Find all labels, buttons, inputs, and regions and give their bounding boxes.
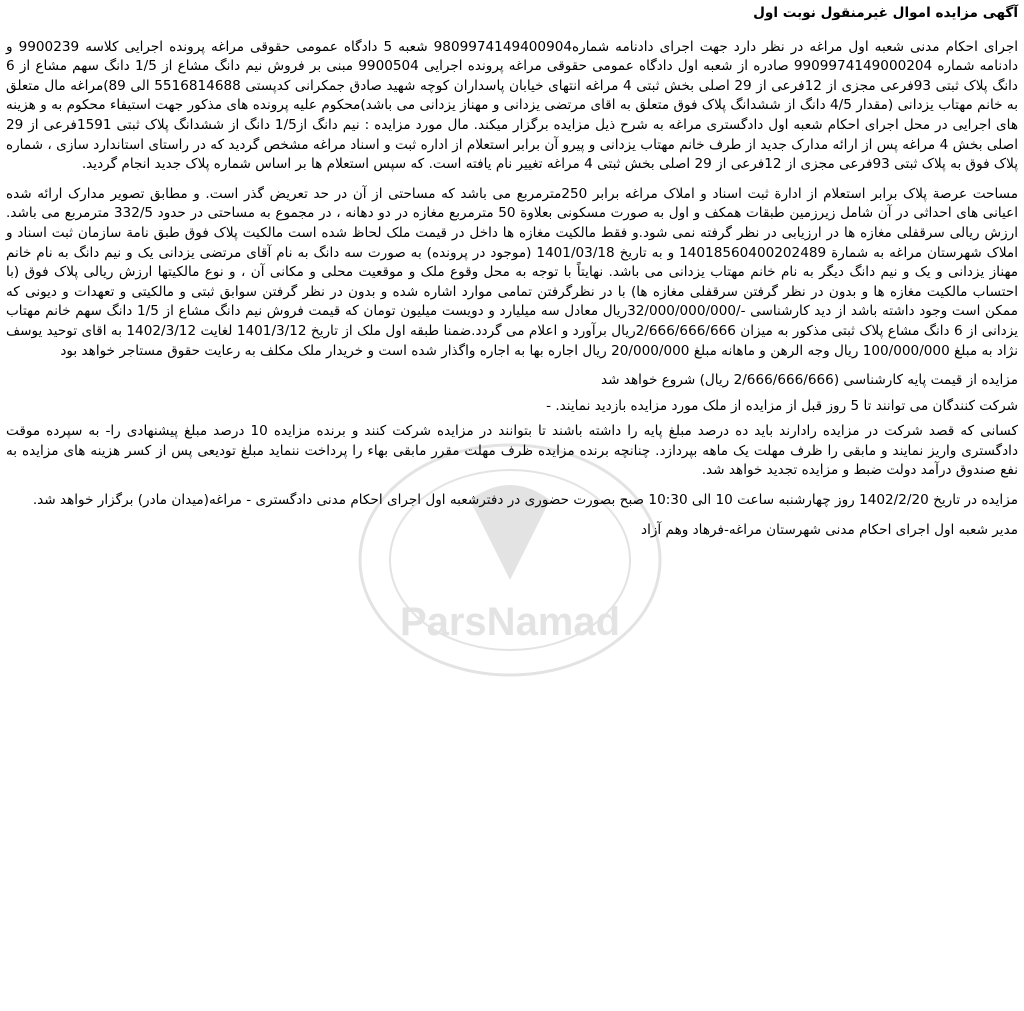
notice-paragraph-property-valuation: مساحت عرصة پلاک برابر استعلام از ادارة ثبت اسناد و املاک مراغه برابر 250مترمربع می باشد که مساحتی از آن در حد تعریض گذر است. و مطابق تصویر مدارک ارائه شده اعیانی های احداثی در آن شامل زیرزمین طبقات همکف و اول به صورت مسکونی بعلاوة 50 مترمربع مغازه در دو دهانه ، در مجموع به مساحتی در حدود 332/5 مترمربع می باشد. ارزش ریالی سرقفلی مغازه ها در ارزیابی در نظر گرفته نمی شود.و فقط مالکیت مغازه ها داخل در قیمت ملک لحاظ شده است مالکیت پلاک فوق طبق نامة سازمان ثبت اسناد و املاک شهرستان مراغه به شمارة 14018560400202489 و به تاریخ 1401/03/18 (موجود در پرونده) به صورت سه دانگ به نام آقای مرتضی یزدانی یک و نیم دانگ به نام خانم مهناز یزدانی و یک و نیم دانگ دیگر به نام خانم مهتاب یزدانی می باشد. نهایتاً با توجه به محل وقوع ملک و موقعیت محلی و مکانی آن ، و نوع مالکیتها ارزش ریالی پلاک فوق (با احتساب مالکیت مغازه ها و بدون در نظر گرفتن سرقفلی مغازه ها) با در نظرگرفتن تمامی موارد اشاره شده و بدون در نظر گرفتن سوابق ثبتی و مالکیتی و تعهدات و دیونی که ممکن است وجود داشته باشد از دید کارشناسی -/32/000/000/000ریال معادل سه میلیارد و دویست میلیون تومان که قیمت فروش نیم دانگ مشاع از 1/5 دانگ سهم خانم مهتاب یزدانی از 6 دانگ مشاع پلاک ثبتی مذکور به میزان 2/666/666/666ریال برآورد و اعلام می گردد.ضمنا طبقه اول ملک از تاریخ 1401/3/12 لغایت 1402/3/12 به اقای توحید یوسف نژاد به مبلغ 100/000/000 ریال وجه الرهن و ماهانه مبلغ 20/000/000 ریال اجاره بها به اجاره واگذار شده است و خریدار ملک مکلف به رعایت حقوق مستاجر خواهد بود — [6, 185, 1019, 359]
svg-text:ParsNamad: ParsNamad — [399, 600, 621, 644]
notice-paragraph-deposit-terms: کسانی که قصد شرکت در مزایده رادارند باید ده درصد مبلغ پایه را داشته باشند تا بتوانند در مزایده شرکت کنند و برنده مزایده 10 درصد مبلغ پیشنهادی را- به سپرده موقت دادگستری واریز نمایند و مابقی را ظرف مهلت یک ماهه بپردازد. چنانچه برنده مزایده ظرف مهلت مقرر مابقی بهاء را پرداخت ننماید مبلغ تودیعی پس از کسر هزینه های مزایده به نفع صندوق درآمد دولت ضبط و مزایده تجدید خواهد شد. — [6, 423, 1018, 479]
notice-paragraph-auction-date: مزایده در تاریخ 1402/2/20 روز چهارشنبه ساعت 10 الی 10:30 صبح بصورت حضوری در دفترشعبه اول اجرای احکام مدنی دادگستری - مراغه(میدان مادر) برگزار خواهد شد. — [32, 492, 1018, 509]
auction-notice — [6, 4, 1018, 546]
notice-signature: مدیر شعبه اول اجرای احکام مدنی شهرستان مراغه-فرهاد وهم آزاد — [641, 521, 1018, 538]
notice-paragraph-inspection: شرکت کنندگان می توانند تا 5 روز قبل از مزایده از ملک مورد مزایده بازدید نمایند. - — [546, 397, 1018, 414]
notice-paragraph-case-details: اجرای احکام مدنی شعبه اول مراغه در نظر دارد جهت اجرای دادنامه شماره9809974149400904 شعبه 5 دادگاه عمومی حقوقی مراغه پرونده اجرایی کلاسه 9900239 و دادنامه شماره 9909974149000204 صادره از شعبه اول دادگاه عمومی حقوقی مراغه پرونده اجرایی 9900504 مبنی بر فروش نیم دانگ مشاع از 1/5 دانگ سهم مشاع از 6 دانگ پلاک ثبتی 93فرعی مجزی از 12فرعی از 29 اصلی بخش ثبتی 4 مراغه انتهای خیابان پاسداران کوچه شهید صادق جمکرانی کدپستی 5516814688 الی 89)مراغه مال متعلق به خانم مهتاب یزدانی (مقدار 4/5 دانگ از ششدانگ پلاک فوق متعلق به اقای مرتضی یزدانی و مهناز یزدانی می باشد)محکوم علیه پرونده های مذکور جهت استیفاء محکوم به و هزینه های اجرایی در محل اجرای احکام شعبه اول دادگستری مراغه به شرح ذیل مزایده برگزار میکند. مال مورد مزایده : نیم دانگ از1/5 دانگ از ششدانگ پلاک ثبتی 1591فرعی از 29 اصلی بخش 4 مراغه پس از ارائه مدارک جدید از طرف خانم مهتاب یزدانی و پیرو آن برابر استعلام از اداره ثبت و اسناد مراغه مشخص گردید که در راستای استاندارد سازی ، شماره پلاک فوق به پلاک ثبتی 93فرعی مجزی از 12فرعی از 29 اصلی بخش ثبتی 4 مراغه تغییر نام یافته است. که سپس استعلام ها بر اساس شماره پلاک جدید انجام گردید. — [6, 38, 1019, 173]
notice-paragraph-starting-price: مزایده از قیمت پایه کارشناسی (2/666/666/666 ریال) شروع خواهد شد — [601, 372, 1018, 389]
notice-title: آگهی مزایده اموال غیرمنقول نوبت اول — [753, 5, 1018, 21]
